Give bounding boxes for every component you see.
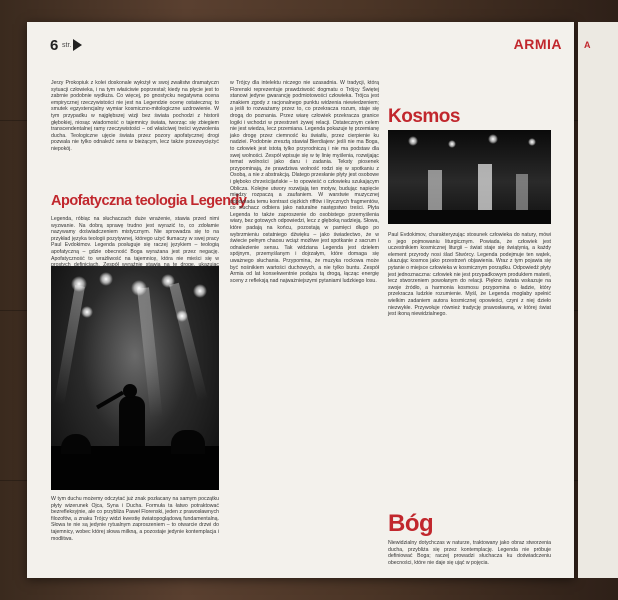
magazine-title: ARMIA [513, 36, 562, 52]
photo-caption: W tym duchu możemy odczytać już znak pozłacany na samym początku płyty wizerunek Ojca, Syna i Ducha. Formuła ta łatwo potraktować bezrefleksyjnie, ale co przybliża Paweł Florenski, jeden z prawosławnych filozofów, a znaku Trójcy widzi kwestię światopoglądową fundamentalną. Słowa te nie są jedynie rytualnym zaproszeniem – to otwarcie drzwi do tajemnicy, wobec której słowa milkną, a pozostaje jedynie kontemplacja i modlitwa. [51, 496, 219, 542]
magazine-page [27, 22, 574, 578]
page-suffix: str. [62, 42, 72, 49]
right-column-text [388, 232, 551, 504]
concert-photo-left [51, 266, 219, 490]
section-heading-kosmos: Kosmos [388, 106, 460, 127]
bog-text [388, 540, 551, 572]
left-intro-text [51, 80, 219, 155]
page-header [27, 22, 574, 70]
body-paragraph: Legenda, róbiąc na słuchaczach duże wrażenie, stawia przed nimi wyzwanie. Na dobrą sprawę trudno jest wyrazić to, co zdołamie nazywamy doświadczeniem mistycznym. Nie sprowadza się to na przykład języka teologii pozytywnej, którego użyć tłumaczy w swej pracy Paul Evdokimov. Legenda posługuje się raczej językiem – teologią apofatyczną – gdzie obecność Boga wyrażana jest przez negację. Apofatyczność to wrażliwość na tajemnicę, która nie mieści się w [51, 216, 219, 262]
middle-column-text [230, 80, 379, 560]
section-heading-bog: Bóg [388, 510, 434, 537]
bog-paragraph: Niewidzialny dotychczas w naturze, traktowany jako obraz stworzenia ducha, przybliża się przez kontemplację. Legenda nie próbuje definiować Boga; raczej prowadzi słuchacza ku doświadczeniu obecności, które nie daje się ująć w pojęcia. [388, 540, 551, 566]
arrow-icon [73, 39, 82, 51]
intro-paragraph: Jerzy Prokopiuk z kolei doskonale wyłożył w swoj zwałistw dramatyczn sytuacji człowieka, i na tym właściwie poprzestał; kiedy na płycie jest to zabrnie podobnie wydłuża. Co więcej, po gnostycku negatywna ocena empirycznej rzeczywistości nie jest na Legendzie ocenę ostateczną; to smutek egzystencjalny wymiar kosmiczno-mitologiczne uzdrowienie. W tym przypadku w najgłębszej wizji bez świata pochodzi z historii głębokiej, niosąc wiadomość o tajemnicy świata, tworząc się zbiegiem transcendentalnej ramy rzeczywistości – od właściwej treści wyzwolenia ducha. Teologiczne ujęcie świata przez pozory apofatycznej drogi pozwala nie tylko odnaleźć sens w bieżącym, lecz także przezwyciężyć niepokój. [51, 80, 219, 152]
section-heading-apofatyczna: Apofatyczna teologia Legendy [51, 193, 247, 209]
middle-paragraph: w Trójcy dla intelektu niczego nie uzasadnia. W tradycji, którą Florenski reprezentuje prawdziwość dogmatu o Trójcy Świętej stanowi jedyne gwarancję podmiotowości człowieka. Trójca jest znakiem zgody z racjonalnego punktu widzenia niewiedzeniem; a jeśli to rozważamy przez to, co przekracza rozum, staje się drogą do poznania. Przez wiarę człowiek przekracza granice logiki i wchodzi w przestrzeń żywej relacji. Ostatecznym celem nie jest wiedza, lecz przemiana. Legenda pokazuje tę przemianę jako drogę przez ciemność ku światłu, przez cierpienie ku nadziei. Podobnie zresztą stawiał Bierdiajew: jeśli nie ma Boga, to człowiek jest istotą tylko przyrodniczą i nie ma podstaw dla swej wolności. Zespół wpisuje się w tę linię myślenia, rozwijając temat wolności jako daru i zadania. Teksty piosenek przypominają, że prawdziwa wolność rodzi się w spotkaniu z Osobą, a nie z abstrakcją. Dlatego przesłanie płyty jest osobowe i głęboko chrześcijańskie – to opowieść o człowieku szukającym Oblicza. Kolejne utwory rozwijają ten motyw, budując napięcie między rozpaczą a zaufaniem. W warstwie muzycznej odpowiada temu kontrast ciężkich riffów i lirycznych fragmentów, co słuchacz odbiera jako naturalne następstwo treści. Płyta Legenda to także zaproszenie do osobistego przemyślenia wiary, bez gotowych odpowiedzi, lecz z głęboką nadzieją. Słowa, które padają na końcu, pozostają w pamięci długo po wybrzmieniu ostatniego dźwięku – jako świadectwo, że w świecie pełnym chaosu wciąż możliwe jest spotkanie z sacrum i odnalezienie sensu. Tak widziana Legenda jest dziełem spójnym, przemyślanym i dojrzałym, które domaga się uważnego słuchania. Przypomina, że muzyka rockowa może być nośnikiem wartości duchowych, a nie tylko buntu. Zespół Armia od lat konsekwentnie podąża tą drogą, łącząc energię sceny z refleksją nad najważniejszymi pytaniami ludzkiego losu. [230, 80, 379, 284]
page-number: 6 [50, 37, 59, 54]
left-body-text [51, 216, 219, 262]
concert-photo-right [388, 130, 551, 224]
next-page-fragment: A [584, 40, 591, 50]
kosmos-paragraph: Paul Evdokimov, charakteryzując stosunek człowieka do natury, mówi o jego pojmowaniu liturgicznym. Powiada, że człowiek jest uczestnikiem kosmicznej liturgii – świat staje się świątynią, a każdy element przyrody nosi ślad Stwórcy. Legenda podejmuje ten wątek, ukazując kosmos jako przestrzeń objawienia. Wraz z tym pojawia się pytanie o miejsce człowieka w kosmicznym porządku. Odpowiedź płyty jest jednoznaczna: człowiek nie jest przypadkowym produktem materii, lecz stworzeniem powołanym do relacji. Piękno świata wskazuje na swoje źródło, a harmonia kosmosu przypomina o ładzie, który przekracza ludzkie rozumienie. Myśl, że Legenda mogłaby spełnić wielkim zadaniem autora kosmicznej opowieści, czyni z niej dzieło niezwykłe. Przywołuje również tradycję prawosławną, w której świat jest ikoną niewidzialnego. [388, 232, 551, 318]
next-page-edge [578, 22, 618, 578]
